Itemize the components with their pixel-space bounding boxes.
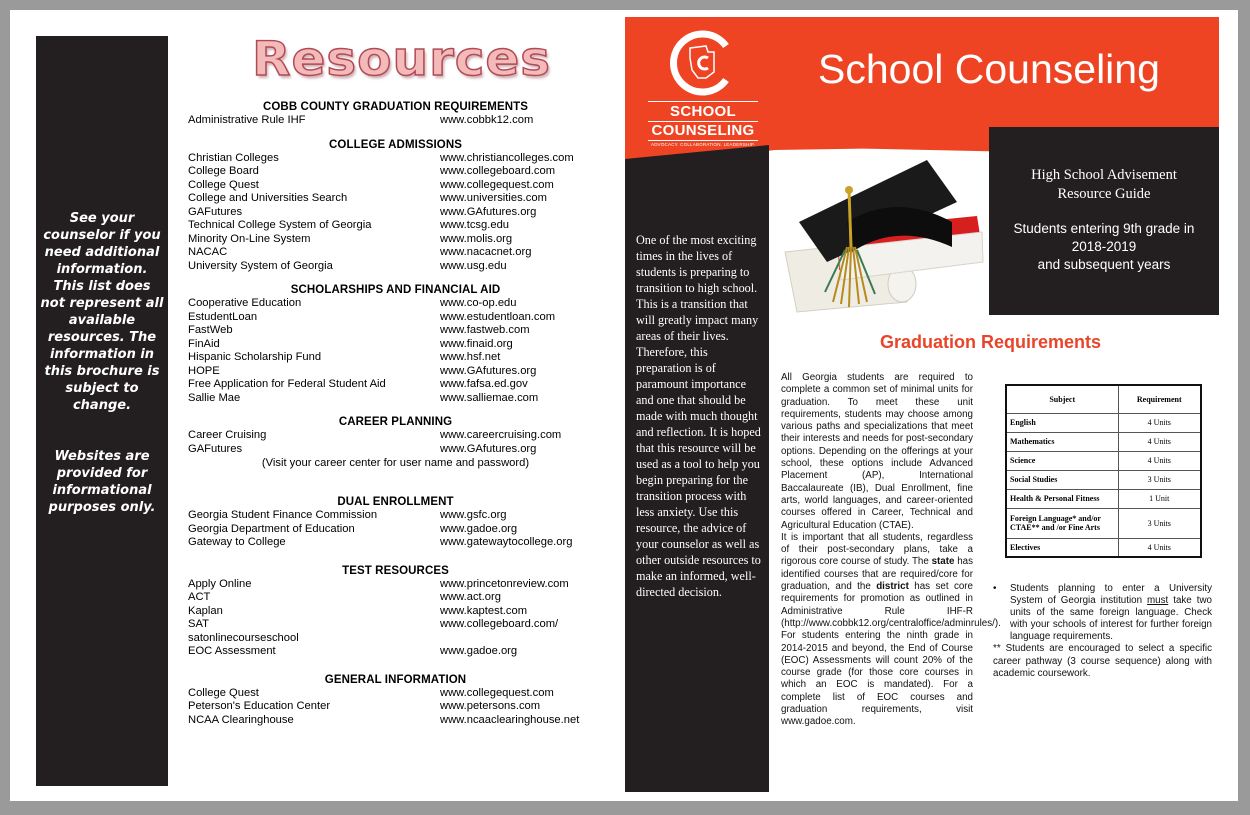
resource-link[interactable]: www.kaptest.com — [440, 604, 528, 617]
resource-link[interactable]: www.estudentloan.com — [440, 310, 556, 323]
graduation-paragraph-2 — [781, 531, 1001, 630]
resource-link[interactable]: www.molis.org — [440, 232, 513, 245]
resource-row — [188, 378, 603, 392]
table-row — [1006, 538, 1201, 557]
resource-link[interactable]: www.petersons.com — [440, 700, 541, 712]
resource-row — [188, 152, 603, 166]
resource-guide-box — [989, 127, 1219, 315]
resource-link[interactable]: www.act.org — [440, 591, 501, 603]
resource-row — [188, 523, 603, 537]
guide-title-line-1: High School Advisement — [1031, 167, 1177, 183]
table-row — [1006, 432, 1201, 451]
requirement-cell: 4 Units — [1118, 538, 1201, 557]
resource-link[interactable]: www.ncaaclearinghouse.net — [440, 713, 580, 726]
resource-row — [188, 338, 603, 352]
resource-link[interactable]: www.finaid.org — [440, 337, 513, 350]
section-heading: TEST RESOURCES — [342, 564, 449, 577]
guide-subtitle-line-3: and subsequent years — [1037, 257, 1171, 272]
section-heading: COBB COUNTY GRADUATION REQUIREMENTS — [262, 101, 529, 113]
resource-name: Kaplan — [188, 604, 223, 617]
resource-name: ACT — [188, 591, 211, 603]
note-text-a: Students planning to enter a University System of Georgia institution — [1010, 583, 1212, 607]
graduation-notes — [993, 583, 1212, 680]
guide-subtitle-line-1: Students entering 9th grade in — [1013, 221, 1195, 236]
subject-cell: Mathematics — [1006, 432, 1118, 451]
section-heading: SCHOLARSHIPS AND FINANCIAL AID — [290, 284, 501, 296]
resource-link[interactable]: www.nacacnet.org — [440, 246, 532, 258]
resource-name: GAFutures — [188, 205, 243, 218]
resource-row — [188, 114, 603, 128]
resource-name: University System of Georgia — [188, 259, 333, 272]
resource-name: HOPE — [188, 364, 220, 377]
section-dual-enrollment — [188, 495, 603, 550]
guide-subtitle — [989, 220, 1219, 274]
section-college-admissions — [188, 138, 603, 274]
resource-name: Administrative Rule IHF — [188, 114, 306, 126]
resource-link[interactable]: www.gsfc.org — [440, 509, 507, 521]
resource-row — [188, 246, 603, 260]
paragraph-2-text-a: It is important that all students, regardless of their post-secondary plans, take a rigorous core course of study. The — [781, 531, 973, 568]
resource-row — [188, 700, 603, 714]
requirement-cell: 3 Units — [1118, 470, 1201, 489]
resource-row — [188, 311, 603, 325]
resource-name: NCAA Clearinghouse — [188, 713, 294, 726]
resource-row — [188, 392, 603, 406]
guide-title-line-2: Resource Guide — [1057, 186, 1151, 202]
resource-name: EOC Assessment — [188, 645, 276, 657]
resource-link[interactable] — [440, 632, 603, 646]
resource-name: Georgia Student Finance Commission — [188, 509, 378, 521]
graduation-requirements-heading: Graduation Requirements — [880, 332, 1102, 352]
resource-link[interactable]: www.GAfutures.org — [440, 442, 537, 455]
resource-name: Georgia Department of Education — [188, 522, 355, 535]
resource-name: FastWeb — [188, 324, 233, 336]
resource-name: Hispanic Scholarship Fund — [188, 351, 322, 363]
resource-name: Free Application for Federal Student Aid — [188, 378, 386, 390]
subject-cell: Health & Personal Fitness — [1006, 489, 1118, 508]
graduation-paragraph-1: All Georgia students are required to complete a common set of minimal units for graduation. To meet these unit requirements, students may choose among various paths and specializations that meet their interests and needs for post-secondary options. Depending on the offerings at your school, these options include Advanced Placement (AP), International Baccalaureate (IB), Dual Enrollment, fine arts, world languages, and career-oriented courses offered in Career, Technical and Agricultural Education (CTAE). — [781, 372, 973, 531]
resource-link[interactable]: www.salliemae.com — [440, 391, 539, 404]
resource-name: College Quest — [188, 178, 259, 191]
resource-name: NACAC — [188, 246, 228, 258]
resource-link[interactable]: www.co-op.edu — [440, 297, 517, 309]
subject-cell: English — [1006, 413, 1118, 432]
subject-cell: Foreign Language* and/or CTAE** and /or Fine Arts — [1006, 508, 1118, 538]
notice-paragraph-1: See your counselor if you need additional information. This list does not represent all available resources. The information in this brochure is subject to change. — [40, 211, 164, 413]
must-emphasis: must — [1147, 595, 1169, 607]
resource-row — [188, 605, 603, 619]
resource-row — [188, 351, 603, 365]
resource-link[interactable]: www.fastweb.com — [440, 324, 530, 336]
logo-counseling-text: COUNSELING — [648, 121, 758, 141]
resource-name: Career Cruising — [188, 429, 267, 441]
state-emphasis: state — [931, 556, 955, 568]
resource-row — [188, 297, 603, 311]
career-pathway-footnote: ** Students are encouraged to select a specific career pathway (3 course sequence) along with academic coursework. — [993, 643, 1212, 679]
resource-row — [188, 591, 603, 605]
resource-link[interactable]: www.princetonreview.com — [440, 577, 569, 590]
resource-link[interactable]: www.hsf.net — [440, 351, 501, 363]
resource-name: College Board — [188, 165, 259, 177]
section-career-planning — [188, 415, 603, 470]
resource-name: College Quest — [188, 686, 259, 699]
resource-name: Sallie Mae — [188, 391, 241, 404]
resource-name: College and Universities Search — [188, 192, 348, 204]
guide-title — [989, 166, 1219, 204]
graduation-requirements-table — [1005, 384, 1202, 558]
foreign-language-note-text — [1010, 583, 1212, 643]
bullet-icon: • — [993, 583, 997, 594]
intro-paragraph: One of the most exciting times in the lives of students is preparing to transition to high school. This is a transition that will greatly impact many areas of their lives. Therefore, this preparation is of paramount importance and one that should be made with much thought and reflection. It is hoped that this resource will be used as a tool to help you begin preparing for the transition process with less anxiety. Use this resource, the advice of your counselor as well as other outside resources to make an informed, well-directed decision. — [636, 233, 761, 599]
resource-row — [188, 714, 603, 728]
table-row — [1006, 489, 1201, 508]
resource-link[interactable]: www.universities.com — [440, 192, 547, 204]
resource-row — [188, 192, 603, 206]
section-test-resources — [188, 564, 603, 659]
resource-name: Gateway to College — [188, 536, 286, 548]
resource-row — [188, 429, 603, 443]
requirement-cell: 4 Units — [1118, 413, 1201, 432]
requirement-cell: 3 Units — [1118, 508, 1201, 538]
resource-row — [188, 618, 603, 632]
section-scholarships-financial-aid — [188, 283, 603, 405]
resource-row — [188, 443, 603, 457]
resource-row — [188, 645, 603, 659]
section-heading: CAREER PLANNING — [338, 416, 453, 428]
graduation-paragraph-3: For students entering the ninth grade in 2014-2015 and beyond, the End of Course (EOC) Assessments will count 20% of the course grade (for those core courses in which an EOC is mandated). For a complete list of EOC courses and graduation requirements, visit www.gadoe.com. — [781, 630, 973, 728]
section-cobb-grad-requirements — [188, 100, 603, 128]
resource-row — [188, 324, 603, 338]
notice-paragraph-2: Websites are provided for informational purposes only. — [48, 449, 156, 515]
requirement-cell: 1 Unit — [1118, 489, 1201, 508]
resource-name: Christian Colleges — [188, 151, 279, 164]
resource-name: satonlinecourseschool — [188, 631, 299, 644]
column-header-subject: Subject — [1006, 385, 1118, 413]
graduation-body — [781, 372, 1001, 729]
resource-name: EstudentLoan — [188, 310, 258, 323]
resource-link[interactable]: www.collegeboard.com — [440, 165, 556, 177]
district-emphasis: district — [876, 581, 909, 593]
resource-link[interactable]: www.gadoe.org — [440, 522, 518, 535]
page-title: School Counseling — [818, 46, 1160, 92]
graduation-cap-diploma-image — [777, 152, 987, 317]
resource-name: FinAid — [188, 337, 220, 350]
table-header-row — [1006, 385, 1201, 413]
resource-row — [188, 578, 603, 592]
requirement-cell: 4 Units — [1118, 432, 1201, 451]
resource-link[interactable]: www.careercruising.com — [440, 429, 562, 441]
resource-link[interactable]: www.collegequest.com — [440, 178, 554, 191]
resources-title: Resources — [251, 31, 552, 87]
resource-name: Minority On-Line System — [188, 232, 311, 245]
cobb-county-c-map-icon — [668, 28, 738, 98]
note-text-b: take two units of the same foreign language. Check with your schools of interest for further foreign language requirements. — [1010, 595, 1212, 643]
resource-row — [188, 632, 603, 646]
column-header-requirement: Requirement — [1118, 385, 1201, 413]
resource-row — [188, 365, 603, 379]
subject-cell: Social Studies — [1006, 470, 1118, 489]
resource-name: Peterson's Education Center — [188, 700, 331, 712]
paragraph-2-text-b: has identified courses that are required/core for graduation, and the — [781, 556, 973, 593]
resource-row — [188, 536, 603, 550]
resource-name: Cooperative Education — [188, 297, 302, 309]
resource-row — [188, 179, 603, 193]
resource-name: Apply Online — [188, 577, 252, 590]
resource-link[interactable]: www.GAfutures.org — [440, 205, 537, 218]
resource-row — [188, 206, 603, 220]
table-row — [1006, 508, 1201, 538]
logo-tagline: ADVOCACY. COLLABORATION. LEADERSHIP. — [651, 142, 755, 147]
resource-link[interactable]: www.collegequest.com — [440, 686, 554, 699]
resource-row — [188, 509, 603, 523]
section-heading: COLLEGE ADMISSIONS — [329, 138, 462, 151]
resource-row — [188, 233, 603, 247]
resource-link[interactable]: www.collegeboard.com/ — [440, 618, 559, 630]
resource-name: GAFutures — [188, 442, 243, 455]
resource-link[interactable]: www.fafsa.ed.gov — [440, 378, 528, 390]
resource-row — [188, 219, 603, 233]
guide-subtitle-line-2: 2018-2019 — [1071, 239, 1137, 254]
requirement-cell: 4 Units — [1118, 451, 1201, 470]
paragraph-2-text-c: has set core requirements for promotion as outlined in Administrative Rule IHF-R (http://www.cobbk12.org/centraloffice/adminrules/). — [781, 581, 1001, 629]
resource-row — [188, 165, 603, 179]
section-general-information — [188, 673, 603, 728]
subject-cell: Electives — [1006, 538, 1118, 557]
table-row — [1006, 470, 1201, 489]
resource-link[interactable]: www.gatewaytocollege.org — [440, 536, 573, 548]
school-counseling-logo — [648, 28, 758, 148]
resource-link[interactable]: www.GAfutures.org — [440, 364, 537, 377]
resource-link[interactable]: www.cobbk12.com — [440, 114, 534, 126]
resource-row — [188, 687, 603, 701]
sidebar-notice-panel — [36, 36, 168, 786]
resource-link[interactable]: www.christiancolleges.com — [440, 151, 574, 164]
resource-name: Technical College System of Georgia — [188, 219, 372, 231]
logo-school-text: SCHOOL — [648, 101, 758, 121]
table-row — [1006, 451, 1201, 470]
section-heading: GENERAL INFORMATION — [324, 673, 467, 686]
foreign-language-note — [993, 583, 1212, 643]
career-center-note: (Visit your career center for user name and password) — [261, 457, 530, 469]
section-heading: DUAL ENROLLMENT — [337, 496, 454, 508]
resource-link[interactable]: www.gadoe.org — [440, 645, 518, 657]
resource-row — [188, 260, 603, 274]
resource-link[interactable]: www.usg.edu — [440, 259, 507, 272]
table-row — [1006, 413, 1201, 432]
resources-panel — [188, 28, 603, 727]
subject-cell: Science — [1006, 451, 1118, 470]
resource-link[interactable]: www.tcsg.edu — [440, 219, 510, 231]
resource-name: SAT — [188, 618, 209, 630]
